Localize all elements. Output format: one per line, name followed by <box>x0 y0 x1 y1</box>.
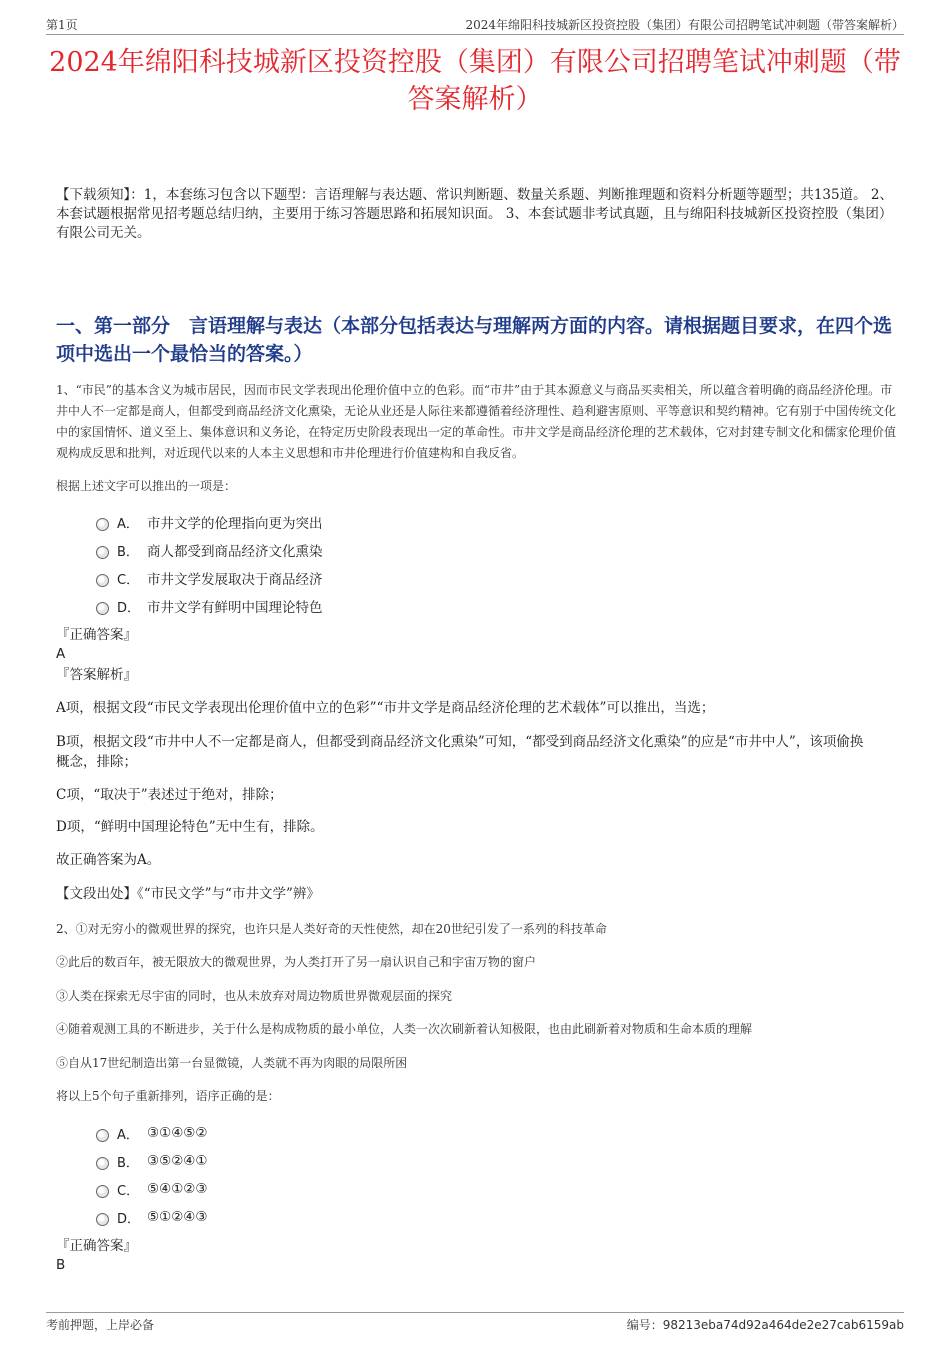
q1-answer-label: 『正确答案』 <box>56 627 137 643</box>
q1-source: 【文段出处】《“市民文学”与“市井文学”辨》 <box>56 886 320 902</box>
radio-icon[interactable] <box>96 1213 109 1226</box>
document-title: 2024年绵阳科技城新区投资控股（集团）有限公司招聘笔试冲刺题（带答案解析） <box>49 47 901 115</box>
q1-answer: A <box>56 646 66 662</box>
page-footer <box>46 1312 904 1337</box>
q1-option-b[interactable]: B． 商人都受到商品经济文化熏染 <box>96 536 496 564</box>
q2-sentence-2: ②此后的数百年，被无限放大的微观世界，为人类打开了另一扇认识自己和宇宙万物的窗户 <box>56 955 537 969</box>
q2-answer-label: 『正确答案』 <box>56 1238 137 1254</box>
section-heading: 一、第一部分 言语理解与表达（本部分包括表达与理解两方面的内容。请根据题目要求，在四个选项中选出一个最恰当的答案。） <box>56 315 893 365</box>
radio-icon[interactable] <box>96 1185 109 1198</box>
radio-icon[interactable] <box>96 546 109 559</box>
q2-stem: 将以上5个句子重新排列，语序正确的是： <box>56 1089 280 1103</box>
q2-sentence-5: ⑤自从17世纪制造出第一台显微镜，人类就不再为肉眼的局限所困 <box>56 1056 408 1070</box>
footer-serial: 编号：98213eba74d92a464de2e27cab6159ab <box>626 1318 904 1332</box>
page-number: 第1页 <box>46 18 78 32</box>
q2-options <box>96 1119 496 1231</box>
q1-passage: 1、“市民”的基本含义为城市居民，因而市民文学表现出伦理价值中立的色彩。而“市井”由于其本源意义与商品买卖相关，所以蕴含着明确的商品经济伦理。市井中人不一定都是商人，但都受到商品经济文化熏染，无论从业还是人际往来都遵循着经济理性、趋利避害原则、平等意识和契约精神。它有别于中国传统文化中的家国情怀、道义至上、集体意识和义务论，在特定历史阶段表现出一定的革命性。市井文学是商品经济伦理的艺术载体，它对封建专制文化和儒家伦理价值观构成反思和批判，对近现代以来的人本主义思想和市井伦理进行价值建构和自我反省。 <box>56 383 897 460</box>
q1-analysis-a: A项，根据文段“市民文学表现出伦理价值中立的色彩”“市井文学是商品经济伦理的艺术载体”可以推出，当选； <box>56 700 715 716</box>
q2-option-c[interactable]: C． ⑤④①②③ <box>96 1175 496 1203</box>
q1-option-d[interactable]: D． 市井文学有鲜明中国理论特色 <box>96 592 496 620</box>
radio-icon[interactable] <box>96 1157 109 1170</box>
footer-slogan: 考前押题，上岸必备 <box>46 1318 155 1332</box>
q2-sentence-4: ④随着观测工具的不断进步，关于什么是构成物质的最小单位，人类一次次刷新着认知极限，也由此刷新着对物质和生命本质的理解 <box>56 1022 753 1036</box>
q2-sentence-1: 2、①对无穷小的微观世界的探究，也许只是人类好奇的天性使然，却在20世纪引发了一系列的科技革命 <box>56 922 607 936</box>
q1-stem: 根据上述文字可以推出的一项是： <box>56 479 237 493</box>
radio-icon[interactable] <box>96 518 109 531</box>
q2-option-d[interactable]: D． ⑤①②④③ <box>96 1203 496 1231</box>
q1-analysis-label: 『答案解析』 <box>56 667 137 683</box>
page-header <box>46 14 904 35</box>
radio-icon[interactable] <box>96 602 109 615</box>
q2-answer: B <box>56 1257 66 1273</box>
q2-option-b[interactable]: B． ③⑤②④① <box>96 1147 496 1175</box>
q1-options <box>96 508 496 620</box>
radio-icon[interactable] <box>96 574 109 587</box>
download-notice: 【下载须知】：1，本套练习包含以下题型：言语理解与表达题、常识判断题、数量关系题、判断推理题和资料分析题等题型；共135道。 2、本套试题根据常见招考题总结归纳，主要用于练习答题思路和拓展知识面。 3、本套试题非考试真题，且与绵阳科技城新区投资控股（集团）有限公司无关。 <box>56 187 893 241</box>
q1-option-c[interactable]: C． 市井文学发展取决于商品经济 <box>96 564 496 592</box>
header-doc-title: 2024年绵阳科技城新区投资控股（集团）有限公司招聘笔试冲刺题（带答案解析） <box>465 18 904 32</box>
q1-analysis-d: D项，“鲜明中国理论特色”无中生有，排除。 <box>56 819 324 835</box>
q1-analysis-b: B项，根据文段“市井中人不一定都是商人，但都受到商品经济文化熏染”可知，“都受到商品经济文化熏染”的应是“市井中人”，该项偷换概念，排除； <box>56 734 864 770</box>
q1-option-a[interactable]: A． 市井文学的伦理指向更为突出 <box>96 508 496 536</box>
q1-conclusion: 故正确答案为A。 <box>56 852 161 868</box>
q2-sentence-3: ③人类在探索无尽宇宙的同时，也从未放弃对周边物质世界微观层面的探究 <box>56 989 453 1003</box>
radio-icon[interactable] <box>96 1129 109 1142</box>
q2-option-a[interactable]: A． ③①④⑤② <box>96 1119 496 1147</box>
q1-analysis-c: C项，“取决于”表述过于绝对，排除； <box>56 787 283 803</box>
